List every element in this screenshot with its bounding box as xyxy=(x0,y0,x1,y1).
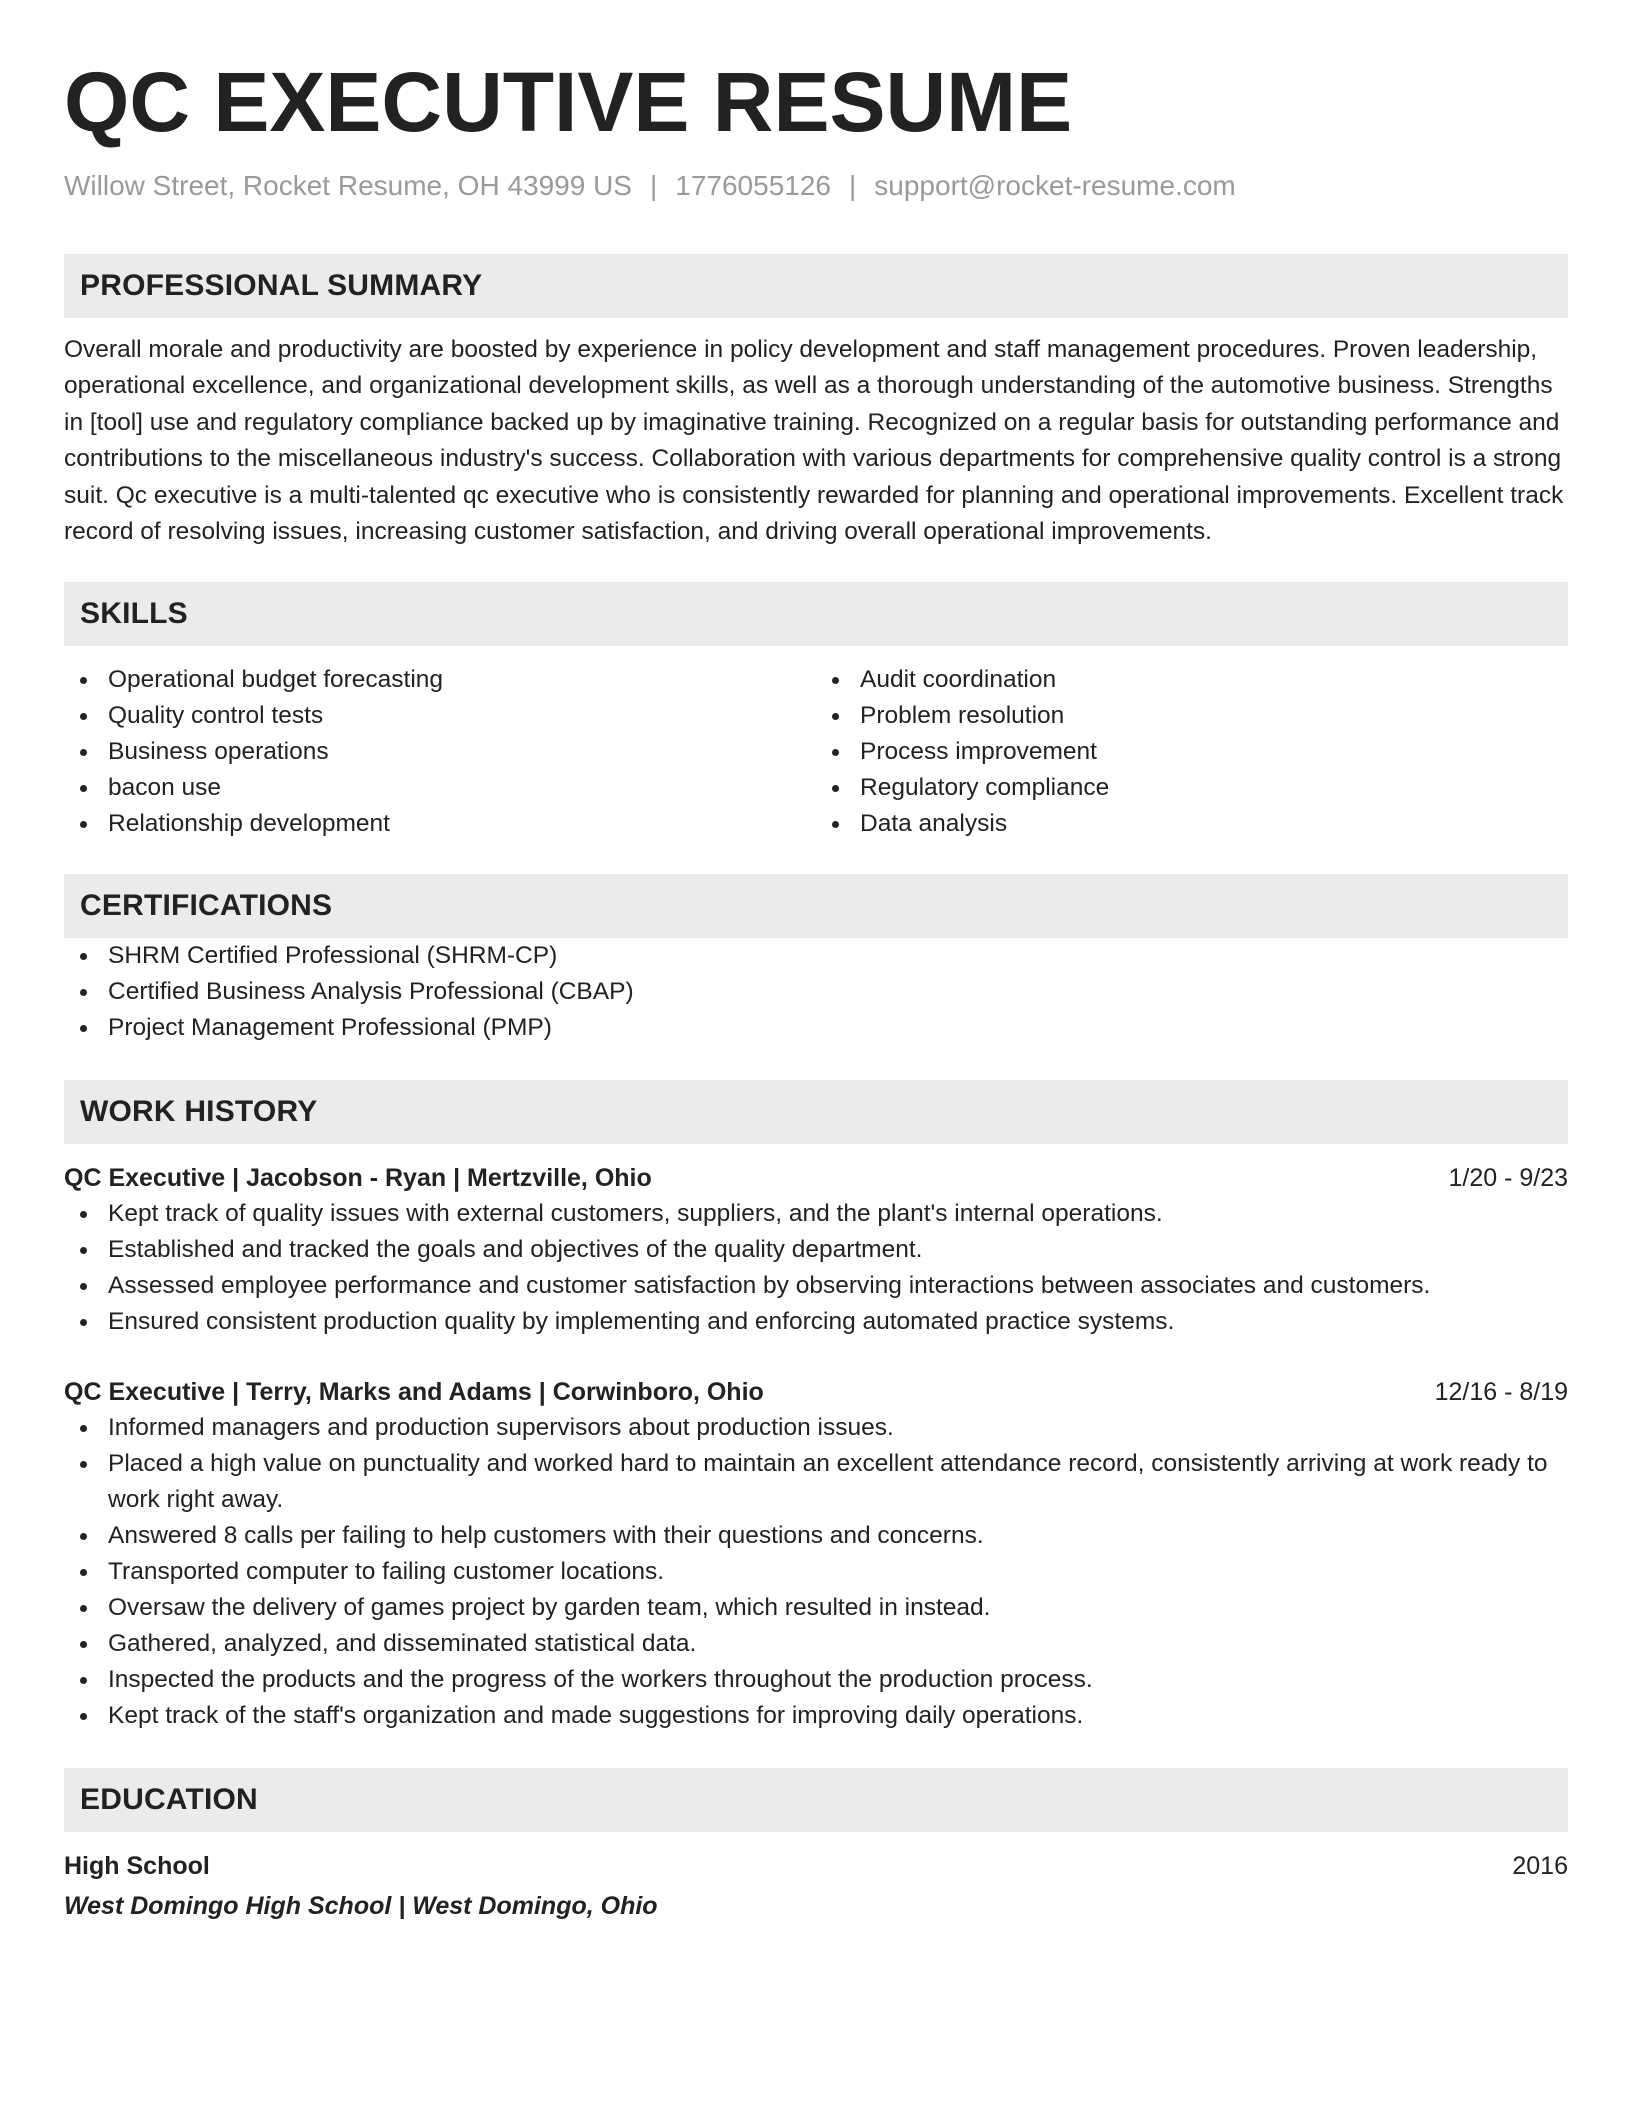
list-item xyxy=(64,770,816,806)
list-item xyxy=(64,1446,1568,1518)
list-item xyxy=(816,770,1568,806)
bullet-icon xyxy=(80,1211,87,1218)
section-heading-summary: PROFESSIONAL SUMMARY xyxy=(64,254,1568,318)
bullet-icon xyxy=(80,1425,87,1432)
bullet-icon xyxy=(80,1641,87,1648)
job-bullet-text: Inspected the products and the progress of the workers throughout the production process. xyxy=(108,1666,1093,1694)
list-item xyxy=(64,1232,1568,1268)
list-item xyxy=(816,698,1568,734)
list-item xyxy=(64,1010,1568,1046)
job-bullet-text: Ensured consistent production quality by implementing and enforcing automated practice systems. xyxy=(108,1308,1175,1336)
list-item xyxy=(64,1662,1568,1698)
certification-label: Project Management Professional (PMP) xyxy=(108,1014,552,1042)
job-header xyxy=(64,1160,1568,1196)
job-bullet-text: Placed a high value on punctuality and worked hard to maintain an excellent attendance record, consistently arriving at work ready to work right away. xyxy=(108,1450,1548,1514)
contact-separator: | xyxy=(849,170,857,201)
list-item xyxy=(816,662,1568,698)
bullet-icon xyxy=(80,1247,87,1254)
list-item xyxy=(64,938,1568,974)
bullet-icon xyxy=(80,989,87,996)
education-year: 2016 xyxy=(1512,1852,1568,1881)
job-bullet-text: Kept track of quality issues with external customers, suppliers, and the plant's internal operations. xyxy=(108,1200,1163,1228)
list-item xyxy=(64,1698,1568,1734)
job-bullet-text: Informed managers and production supervisors about production issues. xyxy=(108,1414,894,1442)
resume-title: QC EXECUTIVE RESUME xyxy=(64,55,1073,149)
bullet-icon xyxy=(80,785,87,792)
list-item xyxy=(64,1626,1568,1662)
contact-line xyxy=(64,170,1568,202)
section-heading-skills: SKILLS xyxy=(64,582,1568,646)
bullet-icon xyxy=(832,821,839,828)
list-item xyxy=(64,1554,1568,1590)
job-bullets xyxy=(64,1196,1568,1340)
list-item xyxy=(64,1196,1568,1232)
contact-separator: | xyxy=(649,170,658,201)
contact-phone: 1776055126 xyxy=(675,170,831,201)
bullet-icon xyxy=(80,1677,87,1684)
list-item xyxy=(64,1518,1568,1554)
list-item xyxy=(64,1268,1568,1304)
bullet-icon xyxy=(80,1025,87,1032)
job-bullets xyxy=(64,1410,1568,1734)
bullet-icon xyxy=(80,1283,87,1290)
job-bullet-text: Oversaw the delivery of games project by garden team, which resulted in instead. xyxy=(108,1594,991,1622)
job-title: QC Executive | Terry, Marks and Adams | Corwinboro, Ohio xyxy=(64,1378,764,1407)
skill-label: Quality control tests xyxy=(108,702,324,730)
bullet-icon xyxy=(80,1605,87,1612)
bullet-icon xyxy=(832,713,839,720)
section-heading-certifications: CERTIFICATIONS xyxy=(64,874,1568,938)
job-bullet-text: Assessed employee performance and customer satisfaction by observing interactions between associates and customers. xyxy=(108,1272,1431,1300)
job-bullet-text: Kept track of the staff's organization and made suggestions for improving daily operations. xyxy=(108,1702,1084,1730)
bullet-icon xyxy=(80,749,87,756)
certifications-list xyxy=(64,938,1568,1046)
bullet-icon xyxy=(832,749,839,756)
certification-label: SHRM Certified Professional (SHRM-CP) xyxy=(108,942,558,970)
bullet-icon xyxy=(832,677,839,684)
skill-label: Relationship development xyxy=(108,810,390,838)
skill-label: Operational budget forecasting xyxy=(108,666,444,694)
education-school: West Domingo High School | West Domingo, Ohio xyxy=(64,1892,658,1921)
list-item xyxy=(64,974,1568,1010)
list-item xyxy=(64,806,816,842)
list-item xyxy=(64,1590,1568,1626)
bullet-icon xyxy=(80,1533,87,1540)
certification-label: Certified Business Analysis Professional (CBAP) xyxy=(108,978,634,1006)
bullet-icon xyxy=(832,785,839,792)
skills-column-left xyxy=(64,662,816,842)
list-item xyxy=(64,1410,1568,1446)
skill-label: bacon use xyxy=(108,774,222,802)
job-dates: 12/16 - 8/19 xyxy=(1434,1378,1568,1407)
job-dates: 1/20 - 9/23 xyxy=(1448,1164,1568,1193)
bullet-icon xyxy=(80,677,87,684)
job-title: QC Executive | Jacobson - Ryan | Mertzville, Ohio xyxy=(64,1164,652,1193)
bullet-icon xyxy=(80,1461,87,1468)
skill-label: Audit coordination xyxy=(860,666,1057,694)
skills-column-right xyxy=(816,662,1568,842)
contact-address: Willow Street, Rocket Resume, OH 43999 US xyxy=(64,170,632,201)
bullet-icon xyxy=(80,1319,87,1326)
contact-email: support@rocket-resume.com xyxy=(874,170,1236,201)
bullet-icon xyxy=(80,713,87,720)
list-item xyxy=(64,662,816,698)
list-item xyxy=(64,1304,1568,1340)
summary-paragraph: Overall morale and productivity are boosted by experience in policy development and staff management procedures. Proven leadership, operational excellence, and organizational development skills, as well as a thorough understanding of the automotive business. Strengths in [tool] use and regulatory compliance backed up by imaginative training. Recognized on a regular basis for outstanding performance and contributions to the miscellaneous industry's success. Collaboration with various departments for comprehensive quality control is a strong suit. Qc executive is a multi-talented qc executive who is consistently rewarded for planning and operational improvements. Excellent track record of resolving issues, increasing customer satisfaction, and driving overall operational improvements. xyxy=(64,336,1564,546)
skills-columns xyxy=(64,662,1568,842)
section-heading-education: EDUCATION xyxy=(64,1768,1568,1832)
list-item xyxy=(816,734,1568,770)
bullet-icon xyxy=(80,1713,87,1720)
education-header xyxy=(64,1848,1568,1884)
list-item xyxy=(816,806,1568,842)
bullet-icon xyxy=(80,821,87,828)
list-item xyxy=(64,734,816,770)
skill-label: Data analysis xyxy=(860,810,1008,838)
list-item xyxy=(64,698,816,734)
job-bullet-text: Answered 8 calls per failing to help customers with their questions and concerns. xyxy=(108,1522,984,1550)
education-degree: High School xyxy=(64,1852,210,1881)
skill-label: Process improvement xyxy=(860,738,1097,766)
job-header xyxy=(64,1374,1568,1410)
section-heading-work-history: WORK HISTORY xyxy=(64,1080,1568,1144)
job-bullet-text: Transported computer to failing customer locations. xyxy=(108,1558,665,1586)
skill-label: Problem resolution xyxy=(860,702,1065,730)
skill-label: Regulatory compliance xyxy=(860,774,1110,802)
skill-label: Business operations xyxy=(108,738,329,766)
job-bullet-text: Gathered, analyzed, and disseminated statistical data. xyxy=(108,1630,697,1658)
bullet-icon xyxy=(80,953,87,960)
bullet-icon xyxy=(80,1569,87,1576)
job-bullet-text: Established and tracked the goals and objectives of the quality department. xyxy=(108,1236,923,1264)
